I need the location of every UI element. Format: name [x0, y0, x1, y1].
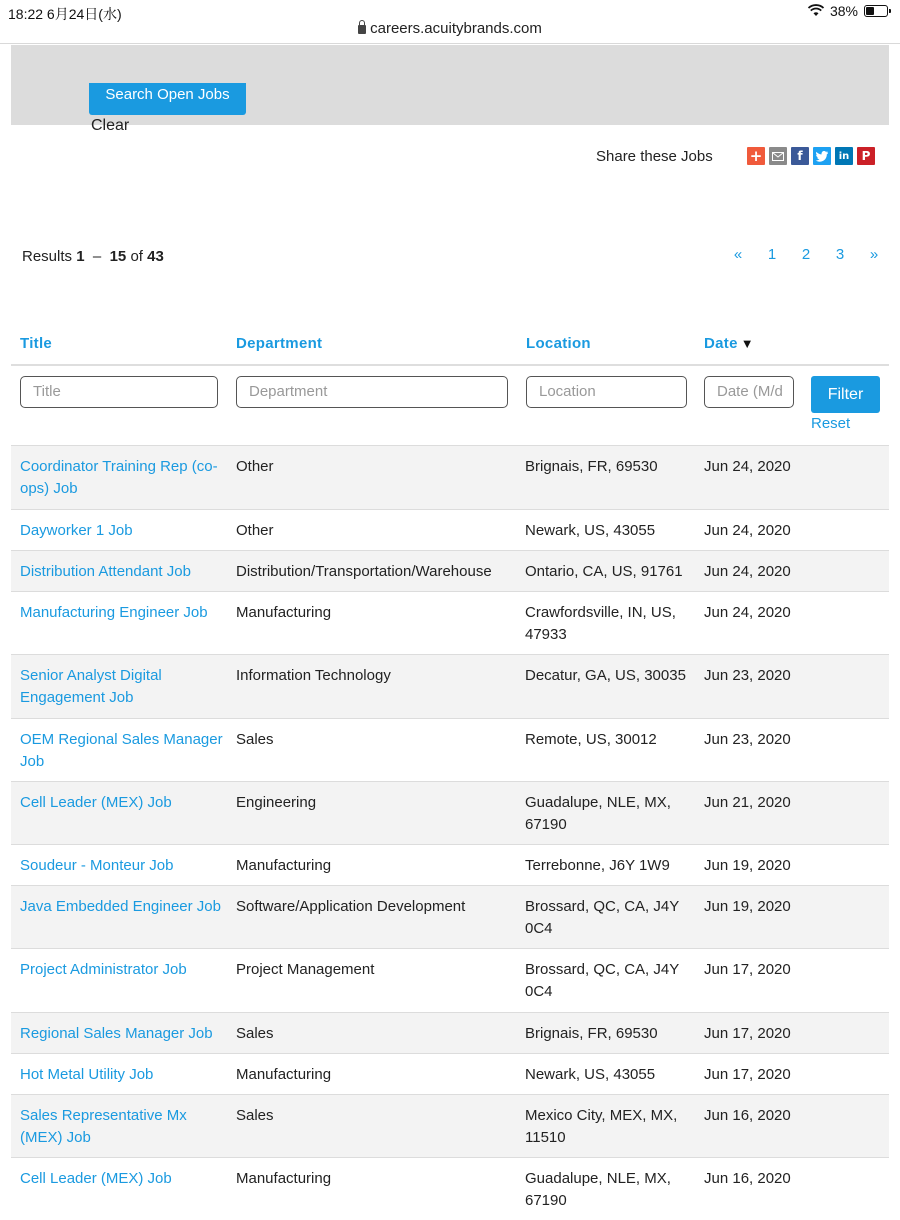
job-location: Decatur, GA, US, 30035 [525, 667, 686, 684]
table-row [11, 1053, 889, 1094]
filter-button[interactable]: Filter [811, 376, 880, 413]
job-date: Jun 24, 2020 [704, 458, 791, 475]
table-row [11, 591, 889, 654]
job-department: Information Technology [236, 667, 391, 684]
column-header-title[interactable]: Title [20, 335, 53, 352]
linkedin-icon[interactable]: in [835, 147, 853, 165]
job-title-link[interactable]: Manufacturing Engineer Job [20, 604, 208, 621]
status-time: 18:22 6月24日(水) [8, 6, 122, 22]
facebook-icon[interactable]: f [791, 147, 809, 165]
job-title-link[interactable]: Cell Leader (MEX) Job [20, 794, 172, 811]
results-count: Results 1 – 15 of 43 [22, 248, 164, 265]
job-department: Distribution/Transportation/Warehouse [236, 563, 492, 580]
job-department: Other [236, 458, 274, 475]
pagination-prev[interactable]: « [733, 246, 743, 263]
job-location: Ontario, CA, US, 91761 [525, 563, 683, 580]
column-header-date-label: Date [704, 335, 738, 352]
url-text: careers.acuitybrands.com [370, 20, 542, 37]
job-location: Mexico City, MEX, MX, 11510 [525, 1107, 678, 1146]
table-row [11, 885, 889, 948]
column-header-department[interactable]: Department [236, 335, 323, 352]
department-filter-input[interactable]: Department [236, 376, 508, 408]
plus-icon[interactable]: + [747, 147, 765, 165]
search-open-jobs-button[interactable]: Search Open Jobs [89, 83, 246, 115]
table-row [11, 844, 889, 885]
table-row [11, 1157, 889, 1220]
table-row [11, 445, 889, 509]
pagination [721, 246, 891, 263]
table-row [11, 654, 889, 718]
sort-desc-icon: ▼ [740, 336, 754, 351]
job-department: Project Management [236, 961, 375, 978]
job-department: Sales [236, 1025, 274, 1042]
job-date: Jun 19, 2020 [704, 898, 791, 915]
job-location: Newark, US, 43055 [525, 1066, 656, 1083]
battery-icon [864, 5, 888, 17]
job-department: Manufacturing [236, 604, 332, 621]
job-location: Brossard, QC, CA, J4Y 0C4 [525, 898, 679, 937]
pagination-page-2[interactable]: 2 [801, 246, 811, 263]
table-row [11, 948, 889, 1012]
job-date: Jun 17, 2020 [704, 1025, 791, 1042]
job-location: Brignais, FR, 69530 [525, 1025, 658, 1042]
job-location: Crawfordsville, IN, US, 47933 [525, 604, 676, 643]
job-department: Engineering [236, 794, 317, 811]
job-location: Terrebonne, J6Y 1W9 [525, 857, 670, 874]
pinterest-icon[interactable]: P [857, 147, 875, 165]
job-date: Jun 16, 2020 [704, 1170, 791, 1187]
share-icons [747, 147, 875, 165]
job-department: Manufacturing [236, 857, 332, 874]
job-location: Newark, US, 43055 [525, 522, 656, 539]
job-location: Brignais, FR, 69530 [525, 458, 658, 475]
pagination-page-1[interactable]: 1 [767, 246, 777, 263]
job-title-link[interactable]: Hot Metal Utility Job [20, 1066, 154, 1083]
job-title-link[interactable]: Sales Representative Mx (MEX) Job [20, 1107, 187, 1146]
job-department: Manufacturing [236, 1066, 332, 1083]
location-filter-input[interactable]: Location [526, 376, 687, 408]
search-panel [11, 45, 889, 134]
table-row [11, 1094, 889, 1157]
job-date: Jun 19, 2020 [704, 857, 791, 874]
twitter-icon[interactable] [813, 147, 831, 165]
lock-icon [358, 25, 366, 34]
job-location: Brossard, QC, CA, J4Y 0C4 [525, 961, 679, 1000]
job-title-link[interactable]: Coordinator Training Rep (co-ops) Job [20, 458, 218, 497]
table-row [11, 781, 889, 844]
job-title-link[interactable]: Soudeur - Monteur Job [20, 857, 174, 874]
job-title-link[interactable]: Project Administrator Job [20, 961, 187, 978]
job-title-link[interactable]: Java Embedded Engineer Job [20, 898, 221, 915]
table-row [11, 1012, 889, 1053]
column-header-date[interactable] [704, 335, 754, 352]
status-right [808, 3, 888, 19]
address-bar[interactable] [0, 20, 900, 37]
header-divider [11, 364, 889, 366]
title-filter-input[interactable]: Title [20, 376, 218, 408]
job-date: Jun 24, 2020 [704, 604, 791, 621]
mail-icon[interactable] [769, 147, 787, 165]
table-row [11, 718, 889, 781]
job-department: Sales [236, 731, 274, 748]
job-department: Sales [236, 1107, 274, 1124]
job-title-link[interactable]: Regional Sales Manager Job [20, 1025, 213, 1042]
job-date: Jun 23, 2020 [704, 731, 791, 748]
battery-percent: 38% [829, 3, 858, 19]
job-title-link[interactable]: Distribution Attendant Job [20, 563, 191, 580]
job-date: Jun 17, 2020 [704, 1066, 791, 1083]
job-title-link[interactable]: Senior Analyst Digital Engagement Job [20, 667, 162, 706]
job-date: Jun 16, 2020 [704, 1107, 791, 1124]
job-department: Other [236, 522, 274, 539]
job-location: Guadalupe, NLE, MX, 67190 [525, 1170, 671, 1209]
table-row [11, 550, 889, 591]
wifi-icon [808, 5, 824, 17]
pagination-page-3[interactable]: 3 [835, 246, 845, 263]
job-date: Jun 21, 2020 [704, 794, 791, 811]
job-title-link[interactable]: OEM Regional Sales Manager Job [20, 731, 223, 770]
job-title-link[interactable]: Dayworker 1 Job [20, 522, 133, 539]
reset-link[interactable]: Reset [811, 415, 851, 432]
status-bar [0, 0, 900, 44]
results-start: 1 [76, 248, 85, 265]
job-date: Jun 24, 2020 [704, 563, 791, 580]
job-date: Jun 23, 2020 [704, 667, 791, 684]
job-location: Remote, US, 30012 [525, 731, 657, 748]
pagination-next[interactable]: » [869, 246, 879, 263]
clear-link[interactable]: Clear [91, 117, 130, 134]
job-date: Jun 24, 2020 [704, 522, 791, 539]
date-filter-input[interactable]: Date (M/d [704, 376, 794, 408]
job-title-link[interactable]: Cell Leader (MEX) Job [20, 1170, 172, 1187]
job-location: Guadalupe, NLE, MX, 67190 [525, 794, 671, 833]
results-total: 43 [147, 248, 164, 265]
share-label: Share these Jobs [596, 148, 713, 165]
table-row [11, 509, 889, 550]
job-date: Jun 17, 2020 [704, 961, 791, 978]
column-header-location[interactable]: Location [526, 335, 591, 352]
job-department: Manufacturing [236, 1170, 332, 1187]
results-end: 15 [109, 248, 127, 265]
job-department: Software/Application Development [236, 898, 466, 915]
